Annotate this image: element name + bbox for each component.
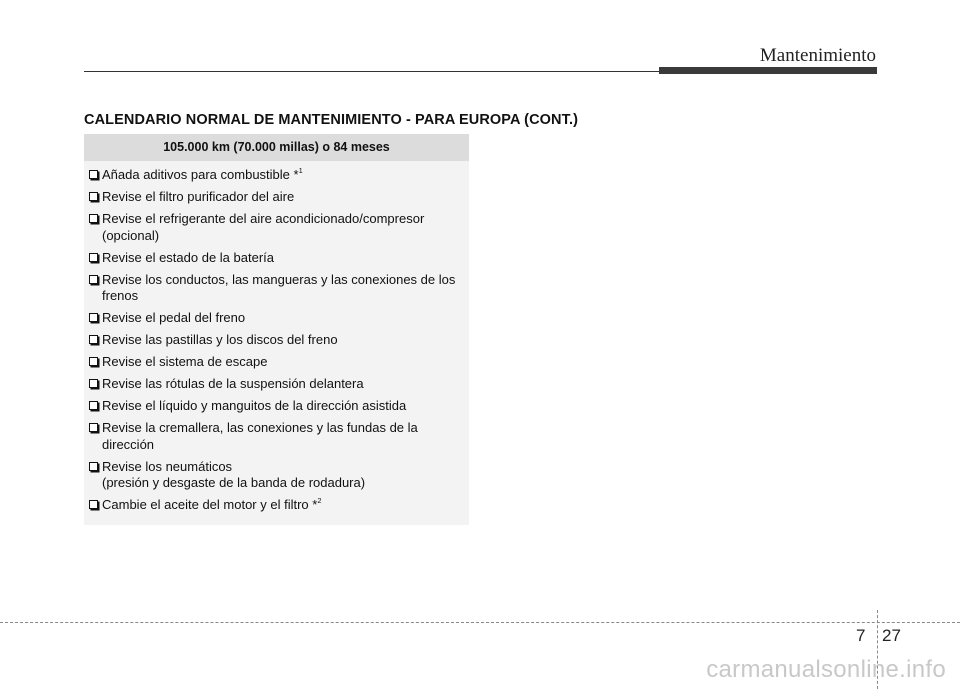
schedule-item [89,376,463,393]
schedule-item [89,167,463,184]
schedule-item-text: Revise el refrigerante del aire acondicionado/compresor [102,211,425,226]
schedule-item-text: Revise el filtro purificador del aire [102,189,295,204]
schedule-item-text: Cambie el aceite del motor y el filtro * [102,497,318,512]
schedule-item-text: Revise el líquido y manguitos de la dirección asistida [102,398,407,413]
footnote-marker: 1 [298,166,303,175]
schedule-item-text: Añada aditivos para combustible * [102,167,299,182]
page-number: 27 [882,626,901,645]
schedule-item-text: Revise el estado de la batería [102,249,274,265]
maintenance-schedule-box [84,134,469,525]
checkbox-icon [89,335,98,344]
page-title: CALENDARIO NORMAL DE MANTENIMIENTO - PARA EUROPA (CONT.) [84,112,579,128]
footnote-marker: 2 [317,496,322,505]
section-header: Mantenimiento [759,45,876,66]
schedule-item [89,310,463,327]
footer-divider [0,622,960,623]
schedule-item [89,459,463,492]
schedule-interval-header: 105.000 km (70.000 millas) o 84 meses [84,134,469,161]
checkbox-icon [89,253,98,262]
checkbox-icon [89,379,98,388]
checkbox-icon [89,214,98,223]
schedule-item-text: Revise el pedal del freno [102,310,246,325]
schedule-item [89,420,463,453]
schedule-item-text: Revise las pastillas y los discos del freno [102,332,338,347]
checkbox-icon [89,357,98,366]
header-rule-thick [659,67,877,74]
schedule-item [89,398,463,415]
watermark: carmanualsonline.info [706,656,946,683]
schedule-item-text: Revise las rótulas de la suspensión delantera [102,376,364,391]
schedule-item [89,497,463,514]
checkbox-icon [89,275,98,284]
schedule-item-text: Revise el sistema de escape [102,354,268,369]
schedule-item [89,272,463,305]
checkbox-icon [89,462,98,471]
header-rule [84,71,659,72]
schedule-item [89,332,463,349]
chapter-number: 7 [856,626,866,645]
schedule-item-text: Revise los neumáticos [102,458,233,474]
schedule-item [89,211,463,244]
checkbox-icon [89,423,98,432]
checkbox-icon [89,500,98,509]
checkbox-icon [89,170,98,179]
schedule-item [89,189,463,206]
checkbox-icon [89,313,98,322]
schedule-item-note: (presión y desgaste de la banda de rodadura) [102,475,366,490]
schedule-item [89,354,463,371]
schedule-item-text: Revise la cremallera, las conexiones y las fundas de la dirección [102,420,418,452]
schedule-item-note: (opcional) [102,227,160,243]
schedule-item [89,250,463,267]
schedule-list [84,161,469,514]
checkbox-icon [89,192,98,201]
checkbox-icon [89,401,98,410]
schedule-item-text: Revise los conductos, las mangueras y las conexiones de los frenos [102,271,456,303]
